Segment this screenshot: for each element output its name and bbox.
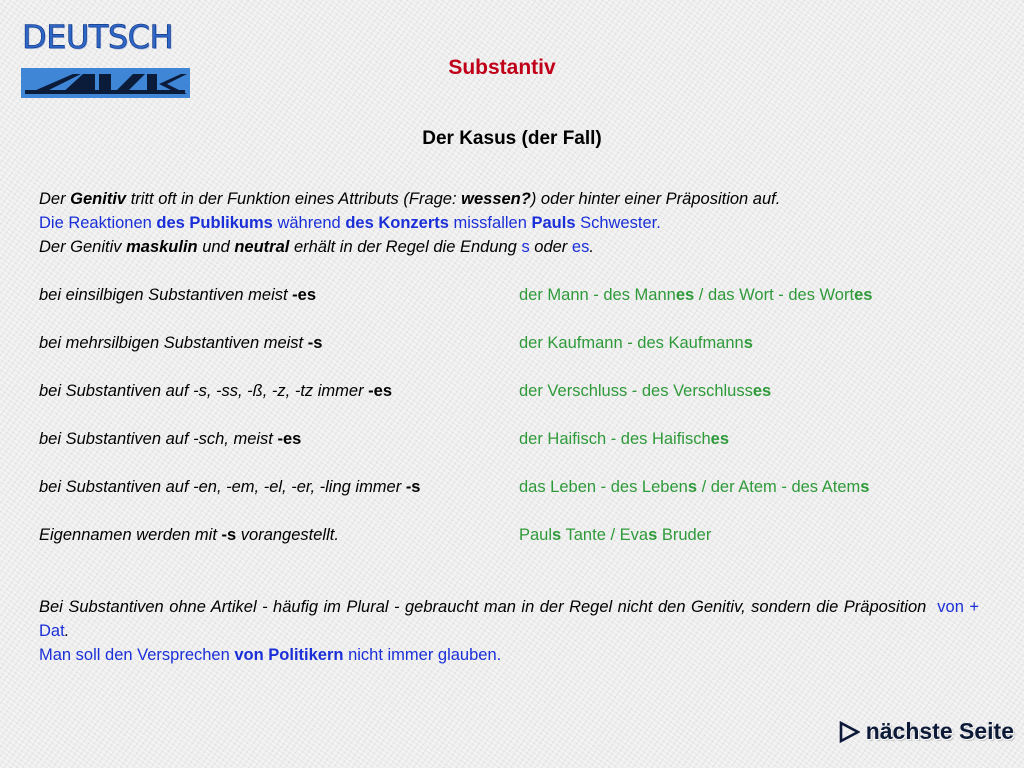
page-subtitle: Der Kasus (der Fall) [422,128,602,149]
rule-left-1: bei einsilbigen Substantiven meist -es [39,286,317,304]
rule-left-3: bei Substantiven auf -s, -ss, -ß, -z, -tz immer -es [39,382,393,400]
rule-example-2: der Kaufmann - des Kaufmanns [519,334,753,352]
rule-left-2: bei mehrsilbigen Substantiven meist -s [39,334,323,352]
intro-example: Die Reaktionen des Publikums während des Konzerts missfallen Pauls Schwester. [39,214,661,232]
rule-example-4: der Haifisch - des Haifisches [519,430,730,448]
rule-example-6: Pauls Tante / Evas Bruder [519,526,712,544]
intro-line-genitiv: Der Genitiv tritt oft in der Funktion eines Attributs (Frage: wessen?) oder hinter einer Präposition auf. [39,190,781,208]
rule-left-6: Eigennamen werden mit -s vorangestellt. [39,526,339,544]
outro-example: Man soll den Versprechen von Politikern nicht immer glauben. [39,646,502,664]
rule-left-4: bei Substantiven auf -sch, meist -es [39,430,302,448]
rule-example-1: der Mann - des Mannes / das Wort - des Wortes [519,286,873,304]
triangle-right-icon [838,721,860,743]
next-page-button[interactable] [838,718,1014,745]
logo-text: DEUTSCH [22,18,174,56]
rule-left-5: bei Substantiven auf -en, -em, -el, -er, -ling immer -s [39,478,421,496]
outro-paragraph: Bei Substantiven ohne Artikel - häufig im Plural - gebraucht man in der Regel nicht den Genitiv, sondern die Präposition von + Dat. [39,598,979,640]
intro-line-ending: Der Genitiv maskulin und neutral erhält in der Regel die Endung s oder es. [39,238,594,256]
page-title: Substantiv [448,56,556,79]
rule-example-5: das Leben - des Lebens / der Atem - des Atems [519,478,870,496]
next-page-label: nächste Seite [865,718,1014,744]
rule-example-3: der Verschluss - des Verschlusses [519,382,772,400]
